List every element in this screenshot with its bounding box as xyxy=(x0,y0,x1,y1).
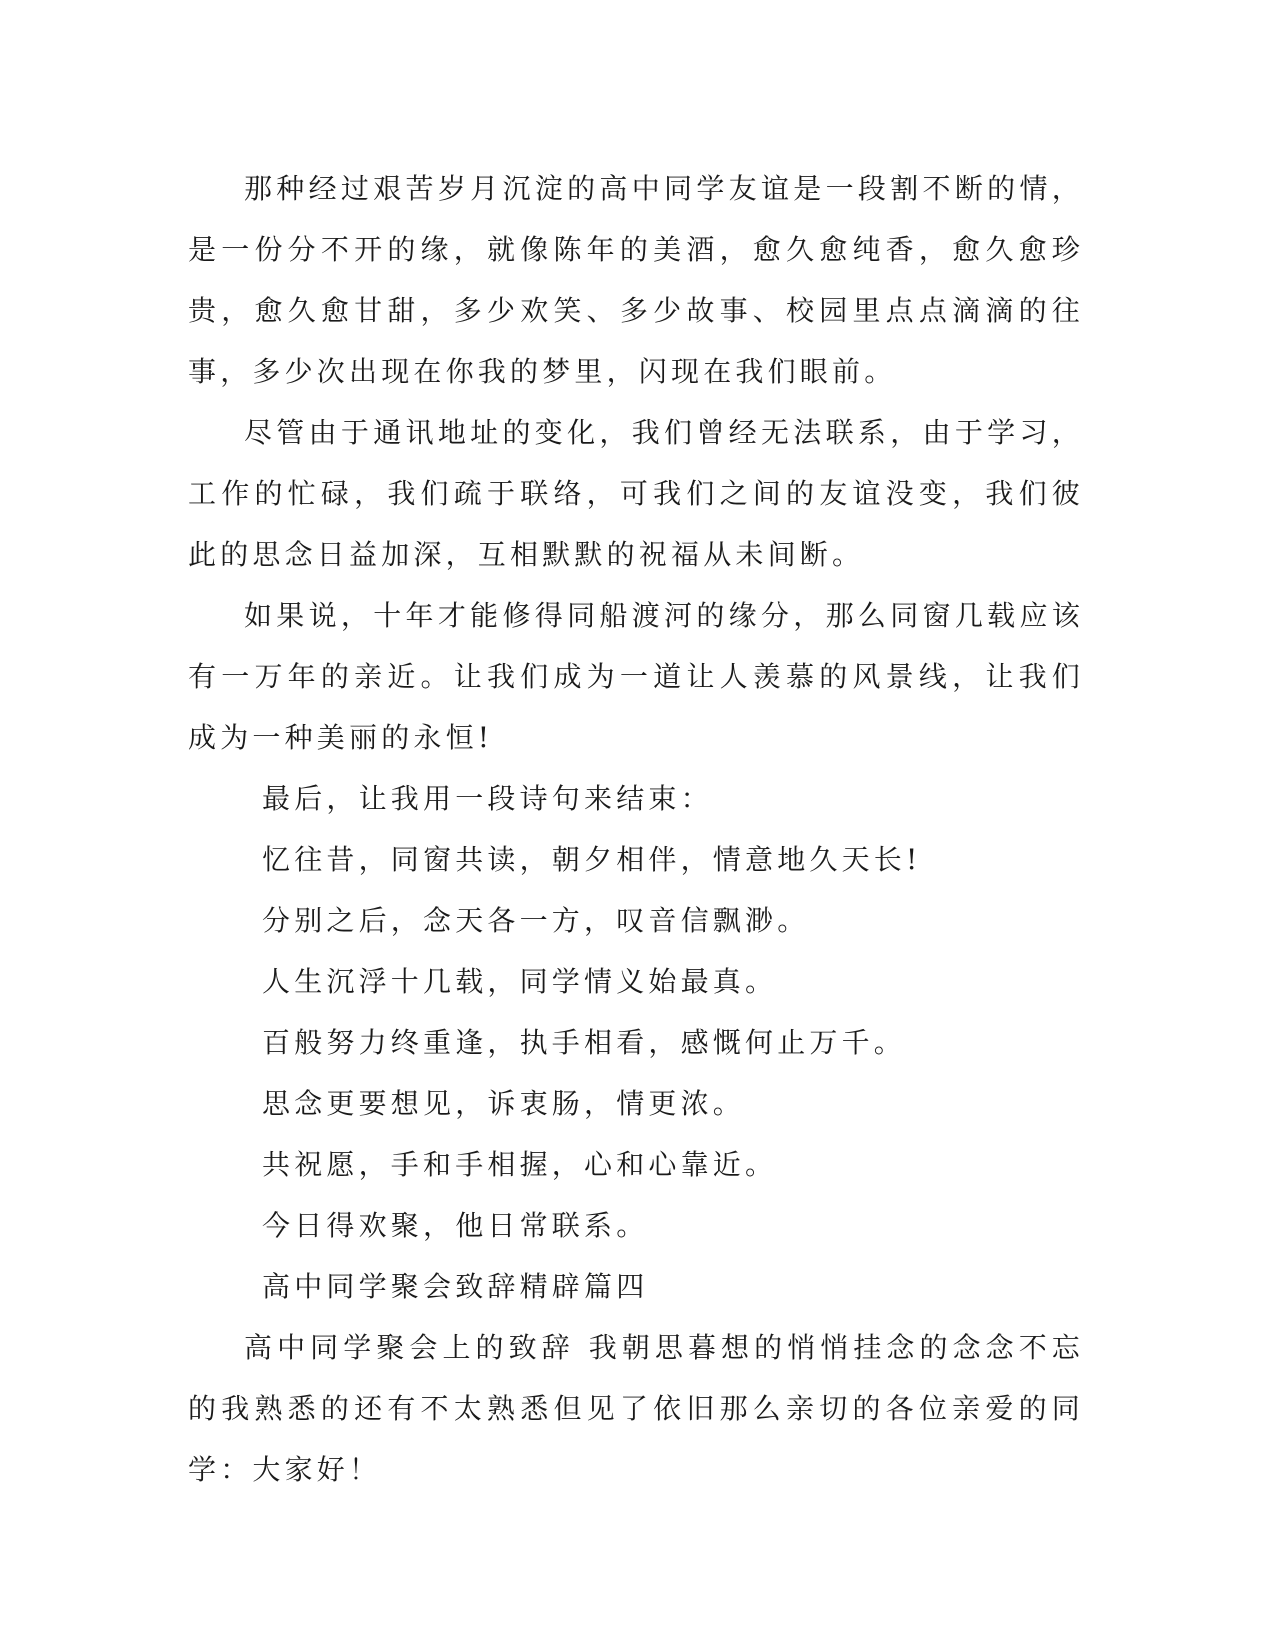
poem-line: 思念更要想见，诉衷肠，情更浓。 xyxy=(262,1087,746,1120)
poem-line: 今日得欢聚，他日常联系。 xyxy=(262,1209,649,1242)
paragraph-contact: 尽管由于通讯地址的变化，我们曾经无法联系，由于学习，工作的忙碌，我们疏于联络，可我们之间的友谊没变，我们彼此的思念日益加深，互相默默的祝福从未间断。 xyxy=(188,416,1084,571)
poem-line: 分别之后，念天各一方，叹音信飘渺。 xyxy=(262,904,810,937)
poem-line: 人生沉浮十几载，同学情义始最真。 xyxy=(262,965,778,998)
poem-line: 忆往昔，同窗共读，朝夕相伴，情意地久天长! xyxy=(262,843,922,876)
poem-line: 百般努力终重逢，执手相看，感慨何止万千。 xyxy=(262,1026,907,1059)
paragraph-greeting: 高中同学聚会上的致辞 我朝思暮想的悄悄挂念的念念不忘的我熟悉的还有不太熟悉但见了依旧那么亲切的各位亲爱的同学：大家好！ xyxy=(188,1331,1084,1486)
document-page xyxy=(188,158,1084,1500)
paragraph-friendship: 那种经过艰苦岁月沉淀的高中同学友谊是一段割不断的情，是一份分不开的缘，就像陈年的美酒，愈久愈纯香，愈久愈珍贵，愈久愈甘甜，多少欢笑、多少故事、校园里点点滴滴的往事，多少次出现在你我的梦里，闪现在我们眼前。 xyxy=(188,172,1084,388)
poem-line: 共祝愿，手和手相握，心和心靠近。 xyxy=(262,1148,778,1181)
section-heading: 高中同学聚会致辞精辟篇四 xyxy=(262,1270,649,1303)
paragraph-fate: 如果说，十年才能修得同船渡河的缘分，那么同窗几载应该有一万年的亲近。让我们成为一道让人羡慕的风景线，让我们成为一种美丽的永恒! xyxy=(188,599,1084,754)
poem-intro: 最后，让我用一段诗句来结束： xyxy=(262,782,713,815)
